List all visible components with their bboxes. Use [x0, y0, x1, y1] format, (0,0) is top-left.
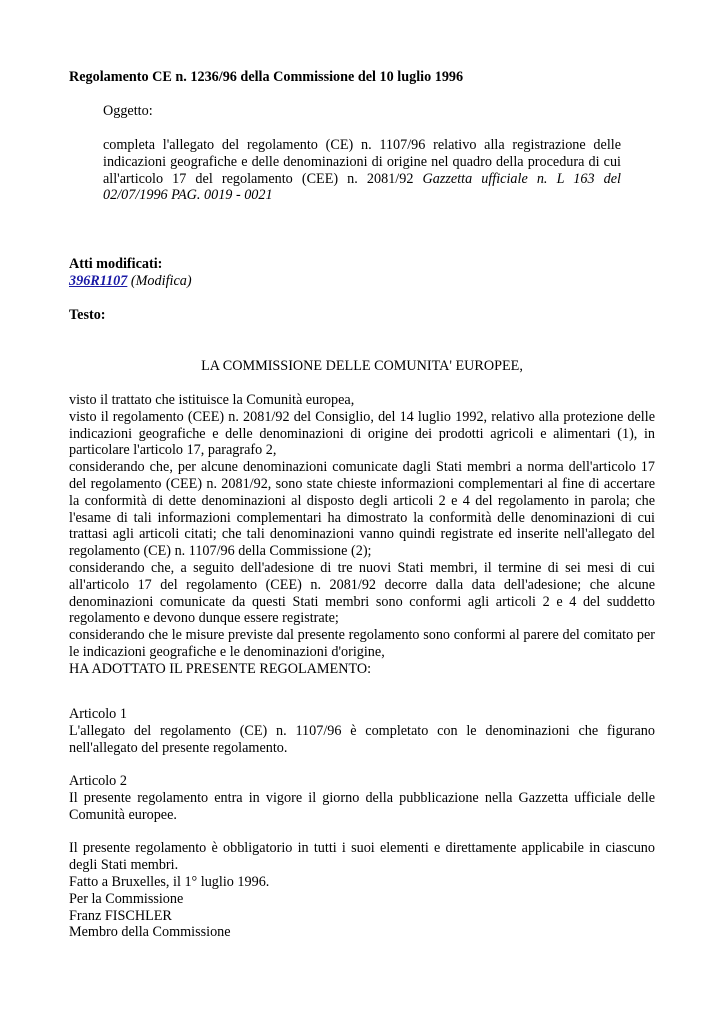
signatory-name: Franz FISCHLER — [69, 907, 172, 924]
atti-modificati-label: Atti modificati: — [69, 256, 163, 272]
commission-heading: LA COMMISSIONE DELLE COMUNITA' EUROPEE, — [201, 358, 523, 374]
article-1-label: Articolo 1 — [69, 706, 127, 722]
signature-block — [69, 874, 655, 941]
oggetto-text — [103, 137, 621, 204]
preamble-item: visto il regolamento (CEE) n. 2081/92 del Consiglio, del 14 luglio 1992, relativo alla protezione delle indicazioni geografiche e delle denominazioni di origine dei prodotti agricoli e alimentari (1), in particolare l'articolo 17, paragrafo 2, — [69, 408, 655, 459]
oggetto-label: Oggetto: — [103, 103, 153, 119]
signatory-role: Membro della Commissione — [69, 924, 231, 941]
signature-date: Fatto a Bruxelles, il 1° luglio 1996. — [69, 874, 270, 890]
preamble — [69, 392, 655, 678]
document-title: Regolamento CE n. 1236/96 della Commissione del 10 luglio 1996 — [69, 69, 464, 85]
amended-act-note: (Modifica) — [130, 273, 192, 289]
preamble-item: considerando che, a seguito dell'adesione di tre nuovi Stati membri, il termine di sei mesi di cui all'articolo 17 del regolamento (CEE) n. 2081/92 decorre dalla data dell'adesione; che alcune denominazioni comunicate da questi Stati membri sono conformi agli articoli 2 e 4 del suddetto regolamento e devono dunque essere registrate; — [69, 559, 655, 627]
amended-act-link[interactable]: 396R1107 — [69, 273, 128, 289]
enacting-formula: HA ADOTTATO IL PRESENTE REGOLAMENTO: — [69, 660, 372, 677]
article-2-label: Articolo 2 — [69, 773, 127, 789]
closing-text: Il presente regolamento è obbligatorio in tutti i suoi elementi e direttamente applicabile in ciascuno degli Stati membri. — [69, 840, 655, 873]
preamble-item: considerando che le misure previste dal presente regolamento sono conformi al parere del comitato per le indicazioni geografiche e le denominazioni d'origine, — [69, 627, 655, 660]
preamble-item: considerando che, per alcune denominazioni comunicate dagli Stati membri a norma dell'articolo 17 del regolamento (CEE) n. 2081/92, sono state chieste informazioni complementari al fine di accertare la conformità di dette denominazioni al disposto degli articoli 2 e 4 del regolamento in parola; che l'esame di tali informazioni complementari ha dimostrato la conformità delle denominazioni di cui trattasi agli articoli citati; che tali denominazioni vanno quindi registrate ed inserite nell'allegato del regolamento (CE) n. 1107/96 della Commissione (2); — [69, 459, 655, 560]
article-1-text: L'allegato del regolamento (CE) n. 1107/96 è completato con le denominazioni che figurano nell'allegato del presente regolamento. — [69, 723, 655, 756]
article-2-text: Il presente regolamento entra in vigore il giorno della pubblicazione nella Gazzetta ufficiale delle Comunità europee. — [69, 790, 655, 823]
atti-modificati-line — [69, 273, 655, 290]
testo-label: Testo: — [69, 307, 106, 323]
oggetto-body: completa l'allegato del regolamento (CE) n. 1107/96 relativo alla registrazione delle indicazioni geografiche e delle denominazioni di origine nel quadro della procedura di cui all'articolo 17 del regolamento (CEE) n. 2081/92 — [103, 137, 621, 187]
oggetto-reference: Gazzetta ufficiale n. L 163 del 02/07/1996 PAG. 0019 - 0021 — [103, 170, 621, 204]
preamble-item: visto il trattato che istituisce la Comunità europea, — [69, 392, 355, 408]
signature-for: Per la Commissione — [69, 890, 184, 907]
